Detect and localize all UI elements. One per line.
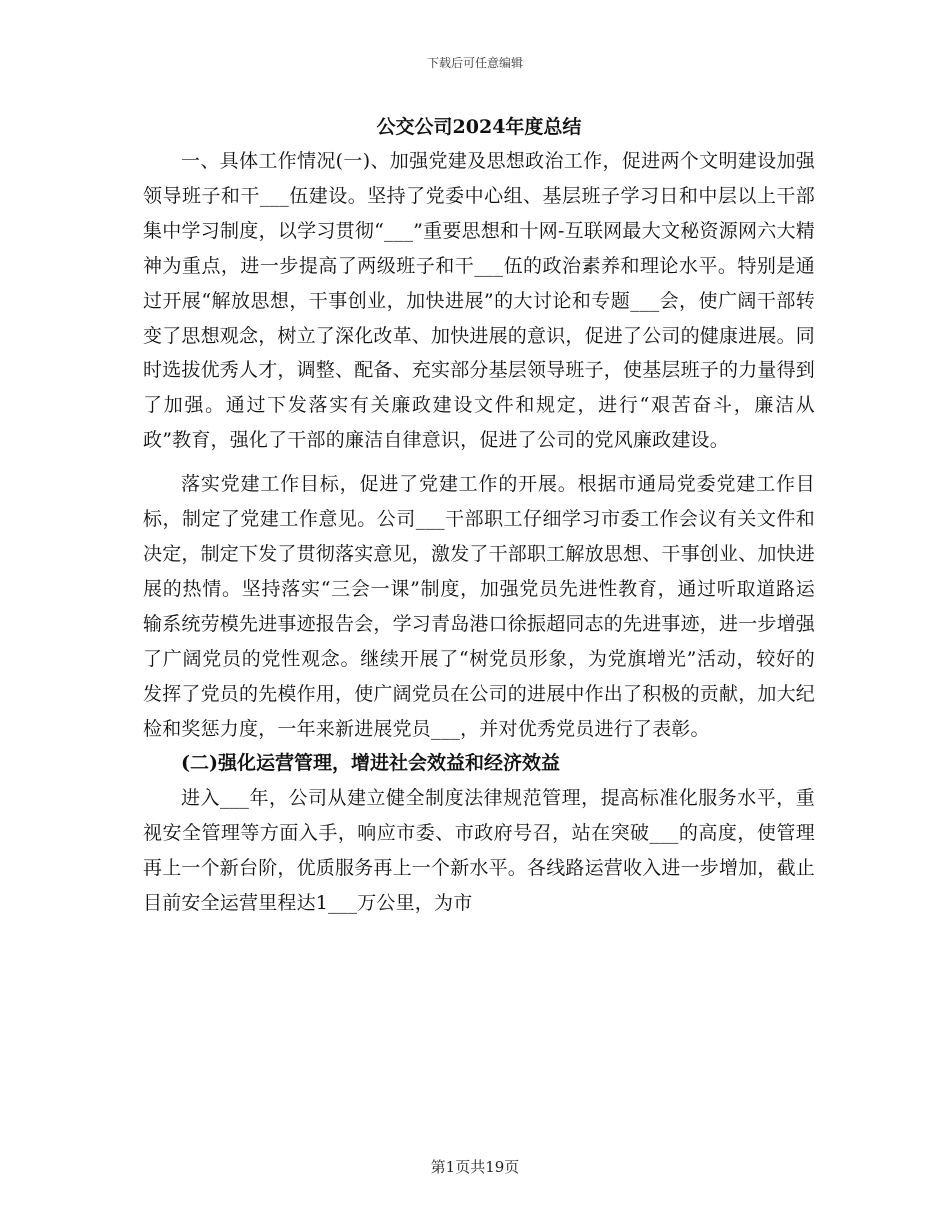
paragraph-3: 进入___年，公司从建立健全制度法律规范管理，提高标准化服务水平，重视安全管理等方面入手，响应市委、市政府号召，站在突破___的高度，使管理再上一个新台阶，优质服务再上一个新水平。各线路运营收入进一步增加，截止目前安全运营里程达1___万公里，为市 [143,787,816,915]
page-number: 第1页共19页 [430,1158,520,1176]
document-body [143,112,815,921]
paragraph-1: 一、具体工作情况(一)、加强党建及思想政治工作，促进两个文明建设加强领导班子和干___伍建设。坚持了党委中心组、基层班子学习日和中层以上干部集中学习制度，以学习贯彻“___”重要思想和十网-互联网最大文秘资源网六大精神为重点，进一步提高了两级班子和干___伍的政治素养和理论水平。特别是通过开展“解放思想，干事创业，加快进展”的大讨论和专题___会，使广阔干部转变了思想观念，树立了深化改革、加快进展的意识，促进了公司的健康进展。同时选拔优秀人才，调整、配备、充实部分基层领导班子，使基层班子的力量得到了加强。通过下发落实有关廉政建设文件和规定，进行“艰苦奋斗，廉洁从政”教育，强化了干部的廉洁自律意识，促进了公司的党风廉政建设。 [143,150,816,452]
document-title: 公交公司2024年度总结 [376,116,582,138]
paragraph-gap [143,458,815,467]
paragraph-2: 落实党建工作目标，促进了党建工作的开展。根据市通局党委党建工作目标，制定了党建工作意见。公司___干部职工仔细学习市委工作会议有关文件和决定，制定下发了贯彻落实意见，激发了干部职工解放思想、干事创业、加快进展的热情。坚持落实“三会一课”制度，加强党员先进性教育，通过听取道路运输系统劳模先进事迹报告会，学习青岛港口徐振超同志的先进事迹，进一步增强了广阔党员的党性观念。继续开展了“树党员形象，为党旗增光”活动，较好的发挥了党员的先模作用，使广阔党员在公司的进展中作出了积极的贡献，加大纪检和奖惩力度，一年来新进展党员___，并对优秀党员进行了表彰。 [143,473,816,740]
section-subheading: (二)强化运营管理，增进社会效益和经济效益 [181,752,560,775]
header-note: 下载后可任意编辑 [426,56,523,70]
